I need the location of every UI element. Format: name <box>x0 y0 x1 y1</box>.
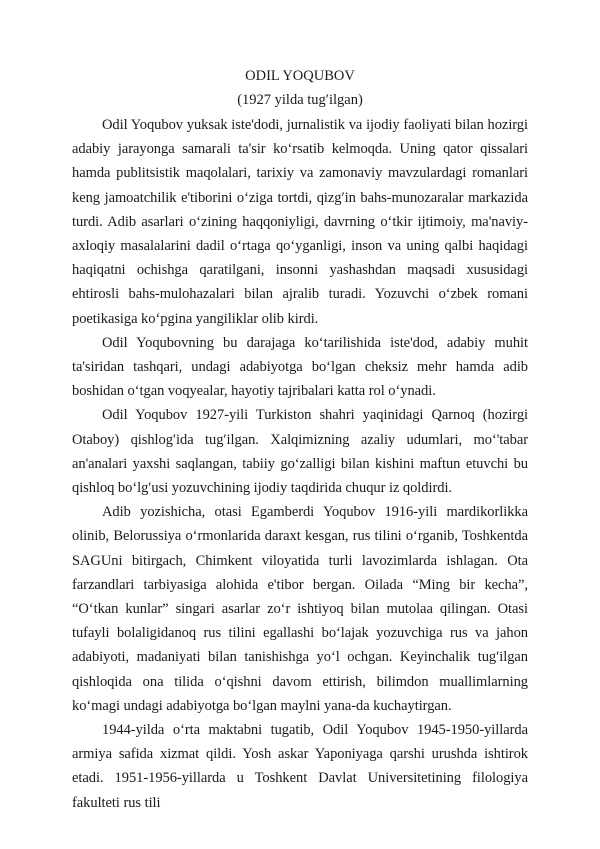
document-subtitle: (1927 yilda tugʹilgan) <box>237 92 363 108</box>
paragraph-1: Odil Yoqubov yuksak iste'dodi, jurnalistik va ijodiy faoliyati bilan hozirgi adabiy jarayonga samarali ta'sir koʻrsatib kelmoqda. Uning qator qissalari hamda publitsistik maqolalari, tarixiy va zamonaviy mavzulardagi romanlari keng jamoatchilik e'tiborini oʻziga tortdi, qizgʹin bahs-munozaralar markazida turdi. Adib asarlari oʻzining haqqoniyligi, davrning oʻtkir ijtimoiy, ma'naviy-axloqiy masalalarini dadil oʻrtaga qoʻyganligi, inson va uning qalbi haqidagi haqiqatni ochishga qaratilgani, insonni yashashdan maqsadi xususidagi ehtirosli bahs-mulohazalari bilan ajralib turadi. Yozuvchi oʻzbek romani poetikasiga koʻpgina yangiliklar olib kirdi. <box>72 117 528 327</box>
paragraph-2: Odil Yoqubovning bu darajaga koʻtarilishida iste'dod, adabiy muhit ta'siridan tashqari, undagi adabiyotga boʻlgan cheksiz mehr hamda adib boshidan oʻtgan voqyealar, hayotiy tajribalari katta rol oʻynadi. <box>72 334 528 400</box>
paragraph-5: 1944-yilda oʻrta maktabni tugatib, Odil Yoqubov 1945-1950-yillarda armiya safida xizmat qildi. Yosh askar Yaponiyaga qarshi urushda ishtirok etadi. 1951-1956-yillarda u Toshkent Davlat Universitetining filologiya fakulteti rus tili <box>72 722 528 811</box>
paragraph-3: Odil Yoqubov 1927-yili Turkiston shahri yaqinidagi Qarnoq (hozirgi Otaboy) qishlogʹida tugʹilgan. Xalqimizning azaliy udumlari, moʻ'tabar an'analari yaxshi saqlangan, tabiiy goʻzalligi bilan kishini maftun etuvchi bu qishloq boʻlgʹusi yozuvchining ijodiy taqdirida chuqur iz qoldirdi. <box>72 407 528 497</box>
paragraph-4: Adib yozishicha, otasi Egamberdi Yoqubov 1916-yili mardikorlikka olinib, Belorussiya oʻrmonlarida daraxt kesgan, rus tilini oʻrganib, Toshkentda SAGUni bitirgach, Chimkent viloyatida turli lavozimlarda ishlagan. Ota farzandlari tarbiyasiga alohida e'tibor bergan. Oilada “Ming bir kecha”, “Oʻtkan kunlar” singari asarlar zoʻr ishtiyoq bilan mutolaa qilingan. Otasi tufayli bolaligidanoq rus tilini egallashi boʻlajak yozuvchiga rus va jahon adabiyoti, madaniyati bilan tanishishga yoʻl ochgan. Keyinchalik tugʹilgan qishloqida ona tilida oʻqishni davom ettirish, bilimdon muallimlarning koʻmagi undagi adabiyotga boʻlgan maylni yana-da kuchaytirgan. <box>72 504 528 714</box>
document-title: ODIL YOQUBOV <box>245 68 355 84</box>
